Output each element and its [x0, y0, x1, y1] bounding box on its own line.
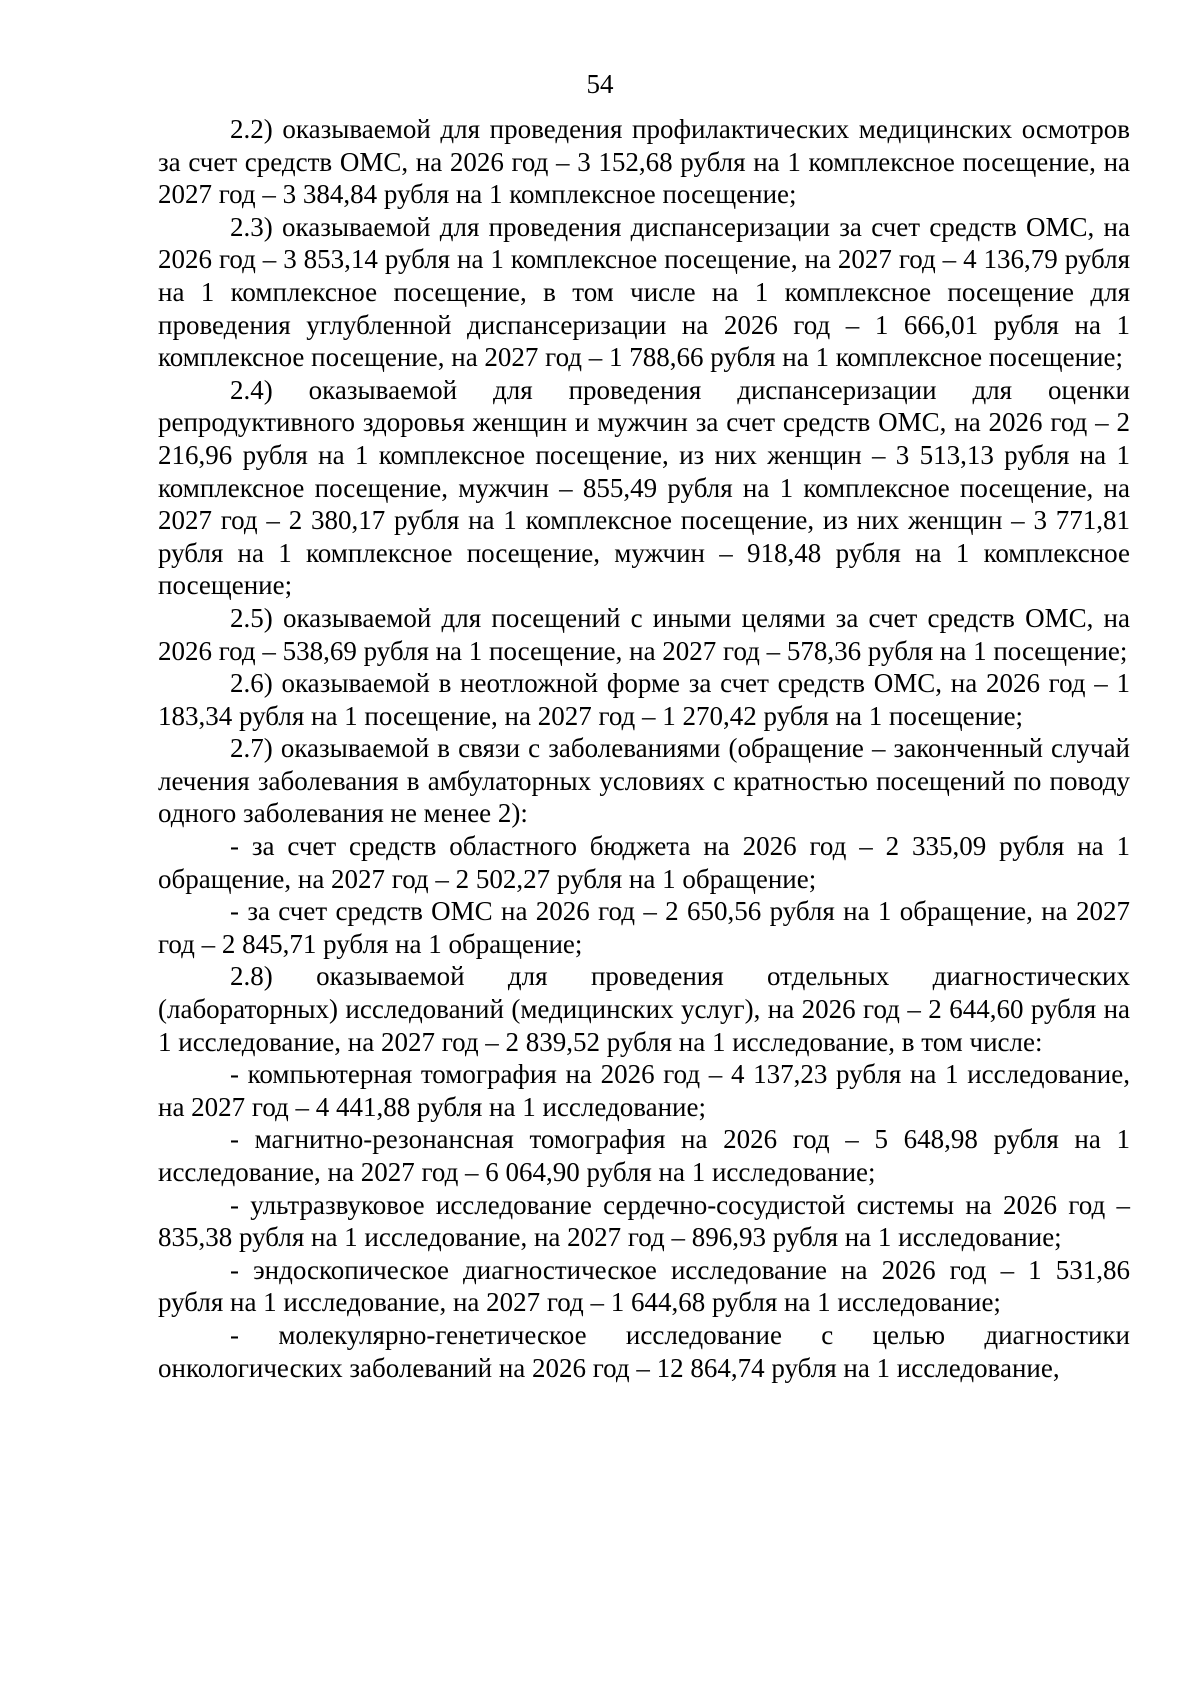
paragraph-2-5: 2.5) оказываемой для посещений с иными целями за счет средств ОМС, на 2026 год – 538,69 рубля на 1 посещение, на 2027 год – 578,36 рубля на 1 посещение;	[158, 602, 1130, 666]
list-item-ct: - компьютерная томография на 2026 год – 4 137,23 рубля на 1 исследование, на 2027 год – 4 441,88 рубля на 1 исследование;	[158, 1059, 1130, 1122]
page-number: 54	[586, 69, 614, 99]
list-item-ultrasound: - ультразвуковое исследование сердечно-сосудистой системы на 2026 год – 835,38 рубля на 1 исследование, на 2027 год – 896,93 рубля на 1 исследование;	[158, 1189, 1130, 1253]
document-body	[158, 113, 1130, 1384]
paragraph-2-4: 2.4) оказываемой для проведения диспансеризации для оценки репродуктивного здоровья женщин и мужчин за счет средств ОМС, на 2026 год – 2 216,96 рубля на 1 комплексное посещение, из них женщин – 3 513,13 рубля на 1 комплексное посещение, мужчин – 855,49 рубля на 1 комплексное посещение, на 2027 год – 2 380,17 рубля на 1 комплексное посещение, из них женщин – 3 771,81 рубля на 1 комплексное посещение, мужчин – 918,48 рубля на 1 комплексное посещение;	[158, 374, 1130, 601]
paragraph-2-7: 2.7) оказываемой в связи с заболеваниями (обращение – законченный случай лечения заболевания в амбулаторных условиях с кратностью посещений по поводу одного заболевания не менее 2):	[158, 733, 1130, 829]
paragraph-2-3: 2.3) оказываемой для проведения диспансеризации за счет средств ОМС, на 2026 год – 3 853,14 рубля на 1 комплексное посещение, на 2027 год – 4 136,79 рубля на 1 комплексное посещение, в том числе на 1 комплексное посещение для проведения углубленной диспансеризации на 2026 год – 1 666,01 рубля на 1 комплексное посещение, на 2027 год – 1 788,66 рубля на 1 комплексное посещение;	[158, 211, 1130, 373]
paragraph-2-6: 2.6) оказываемой в неотложной форме за счет средств ОМС, на 2026 год – 1 183,34 рубля на 1 посещение, на 2027 год – 1 270,42 рубля на 1 посещение;	[158, 668, 1130, 731]
list-item-molecular-genetic: - молекулярно-генетическое исследование с целью диагностики онкологических заболеваний на 2026 год – 12 864,74 рубля на 1 исследование,	[158, 1319, 1130, 1383]
list-item-oms-funds: - за счет средств ОМС на 2026 год – 2 650,56 рубля на 1 обращение, на 2027 год – 2 845,71 рубля на 1 обращение;	[158, 896, 1130, 959]
list-item-endoscopy: - эндоскопическое диагностическое исследование на 2026 год – 1 531,86 рубля на 1 исследование, на 2027 год – 1 644,68 рубля на 1 исследование;	[158, 1254, 1130, 1318]
list-item-mri: - магнитно-резонансная томография на 2026 год – 5 648,98 рубля на 1 исследование, на 2027 год – 6 064,90 рубля на 1 исследование;	[158, 1124, 1130, 1187]
paragraph-2-2: 2.2) оказываемой для проведения профилактических медицинских осмотров за счет средств ОМС, на 2026 год – 3 152,68 рубля на 1 комплексное посещение, на 2027 год – 3 384,84 рубля на 1 комплексное посещение;	[158, 114, 1130, 210]
list-item-regional-budget: - за счет средств областного бюджета на 2026 год – 2 335,09 рубля на 1 обращение, на 2027 год – 2 502,27 рубля на 1 обращение;	[158, 831, 1130, 894]
paragraph-2-8: 2.8) оказываемой для проведения отдельных диагностических (лабораторных) исследований (медицинских услуг), на 2026 год – 2 644,60 рубля на 1 исследование, на 2027 год – 2 839,52 рубля на 1 исследование, в том числе:	[158, 961, 1130, 1057]
